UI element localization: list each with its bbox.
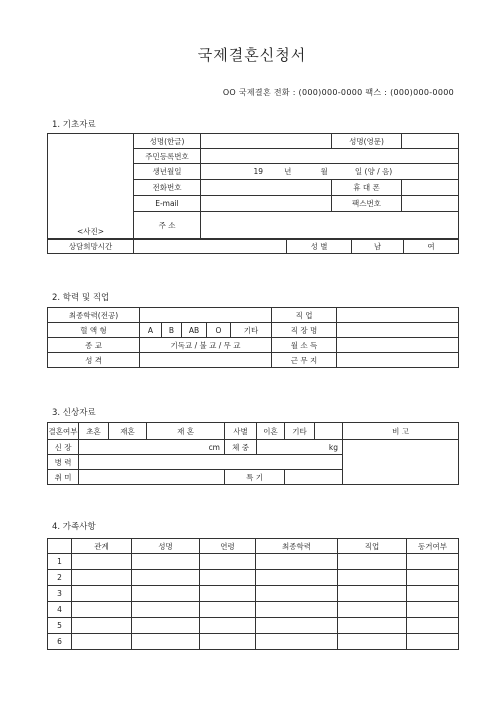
- contact-info: OO 국제결혼 전화 : (000)000-0000 팩스 : (000)000-0000: [222, 88, 454, 97]
- relation-cell[interactable]: [72, 634, 132, 650]
- age-cell[interactable]: [200, 570, 256, 586]
- disease-label: 병 력: [48, 455, 79, 470]
- marital-etc-field[interactable]: [315, 423, 343, 440]
- work-location-label: 근 무 지: [272, 353, 337, 368]
- blood-etc-option[interactable]: 기타: [231, 323, 272, 338]
- relation-cell[interactable]: [72, 554, 132, 570]
- disease-field[interactable]: [79, 455, 343, 470]
- gender-male-option[interactable]: 남: [352, 239, 404, 254]
- row-number: 6: [48, 634, 72, 650]
- special-label: 특 기: [225, 470, 285, 485]
- job-cell[interactable]: [338, 586, 407, 602]
- birth-label: 생년월일: [134, 164, 201, 180]
- cohabit-cell[interactable]: [407, 602, 459, 618]
- weight-label: 체 중: [225, 440, 257, 455]
- blood-a-option[interactable]: A: [140, 323, 162, 338]
- hobby-field[interactable]: [79, 470, 225, 485]
- consult-time-field[interactable]: [134, 239, 287, 254]
- workplace-label: 직 장 명: [272, 323, 337, 338]
- name-en-label: 성명(영문): [332, 134, 402, 149]
- table-row: [48, 618, 459, 634]
- name-cell[interactable]: [132, 570, 200, 586]
- photo-box[interactable]: [48, 134, 134, 240]
- personality-field[interactable]: [140, 353, 272, 368]
- cohabit-cell[interactable]: [407, 586, 459, 602]
- birth-year-prefix: 19: [253, 167, 263, 176]
- phone-label: 전화번호: [134, 180, 201, 196]
- birth-day-unit: 일 (양 / 음): [354, 167, 393, 176]
- section-3-heading: 3. 신상자료: [52, 408, 96, 418]
- fax-field[interactable]: [402, 196, 459, 212]
- religion-options[interactable]: 기독교 / 불 교 / 무 교: [140, 338, 272, 353]
- relation-cell[interactable]: [72, 602, 132, 618]
- name-cell[interactable]: [132, 586, 200, 602]
- email-field[interactable]: [201, 196, 332, 212]
- table-row: [48, 634, 459, 650]
- family-header-name: 성명: [132, 539, 200, 554]
- relation-cell[interactable]: [72, 618, 132, 634]
- cohabit-cell[interactable]: [407, 570, 459, 586]
- document-title: 국제결혼신청서: [197, 46, 307, 64]
- education-cell[interactable]: [256, 602, 338, 618]
- special-field[interactable]: [285, 470, 343, 485]
- cohabit-cell[interactable]: [407, 634, 459, 650]
- education-cell[interactable]: [256, 554, 338, 570]
- section-2-heading: 2. 학력 및 직업: [52, 293, 110, 303]
- table-row: [48, 586, 459, 602]
- bereaved-option[interactable]: 사별: [225, 423, 257, 440]
- family-header-cohabit: 동거여부: [407, 539, 459, 554]
- phone-field[interactable]: [201, 180, 332, 196]
- name-en-field[interactable]: [402, 134, 459, 149]
- relation-cell[interactable]: [72, 586, 132, 602]
- job-cell[interactable]: [338, 554, 407, 570]
- education-cell[interactable]: [256, 634, 338, 650]
- job-cell[interactable]: [338, 602, 407, 618]
- family-header-relation: 관계: [72, 539, 132, 554]
- consult-time-label: 상담희망시간: [48, 239, 134, 254]
- name-cell[interactable]: [132, 634, 200, 650]
- mobile-label: 휴 대 폰: [332, 180, 402, 196]
- consult-row-table: [47, 238, 459, 254]
- section-1-heading: 1. 기초자료: [52, 120, 96, 130]
- resident-no-label: 주민등록번호: [134, 149, 201, 164]
- table-row: [48, 554, 459, 570]
- family-index-header: [48, 539, 72, 554]
- education-cell[interactable]: [256, 618, 338, 634]
- gender-female-option[interactable]: 여: [404, 239, 459, 254]
- birth-field[interactable]: [201, 164, 459, 180]
- education-field[interactable]: [140, 308, 272, 323]
- job-cell[interactable]: [338, 618, 407, 634]
- education-cell[interactable]: [256, 586, 338, 602]
- photo-label: <사진>: [76, 227, 105, 236]
- remarriage-option[interactable]: 재혼: [109, 423, 147, 440]
- education-label: 최종학력(전공): [48, 308, 140, 323]
- family-header-job: 직업: [338, 539, 407, 554]
- age-cell[interactable]: [200, 634, 256, 650]
- height-unit: cm: [208, 442, 220, 452]
- weight-unit: kg: [328, 442, 338, 452]
- family-header-education: 최종학력: [256, 539, 338, 554]
- row-number: 2: [48, 570, 72, 586]
- basic-info-table: [47, 133, 459, 240]
- divorce-option[interactable]: 이혼: [257, 423, 285, 440]
- table-row: [48, 602, 459, 618]
- birth-year-unit: 년: [284, 167, 292, 176]
- row-number: 3: [48, 586, 72, 602]
- marital-etc-option[interactable]: 기타: [285, 423, 315, 440]
- row-number: 1: [48, 554, 72, 570]
- job-cell[interactable]: [338, 570, 407, 586]
- email-label: E-mail: [134, 196, 201, 212]
- blood-label: 혈 액 형: [48, 323, 140, 338]
- workplace-field[interactable]: [337, 323, 459, 338]
- first-marriage-option[interactable]: 초혼: [79, 423, 109, 440]
- blood-ab-option[interactable]: AB: [182, 323, 207, 338]
- cohabit-cell[interactable]: [407, 618, 459, 634]
- income-field[interactable]: [337, 338, 459, 353]
- cohabit-cell[interactable]: [407, 554, 459, 570]
- age-cell[interactable]: [200, 554, 256, 570]
- relation-cell[interactable]: [72, 570, 132, 586]
- fax-label: 팩스번호: [332, 196, 402, 212]
- mobile-field[interactable]: [402, 180, 459, 196]
- age-cell[interactable]: [200, 618, 256, 634]
- education-cell[interactable]: [256, 570, 338, 586]
- remarriage-reason-label: 재 혼: [147, 423, 225, 440]
- name-cell[interactable]: [132, 618, 200, 634]
- job-label: 직 업: [272, 308, 337, 323]
- blood-b-option[interactable]: B: [162, 323, 182, 338]
- name-cell[interactable]: [132, 602, 200, 618]
- height-label: 신 장: [48, 440, 79, 455]
- table-row: [48, 570, 459, 586]
- family-header-age: 연령: [200, 539, 256, 554]
- family-table: [47, 538, 459, 650]
- height-field[interactable]: [79, 440, 225, 455]
- name-kr-field[interactable]: [201, 134, 332, 149]
- section-4-heading: 4. 가족사항: [52, 522, 96, 532]
- name-cell[interactable]: [132, 554, 200, 570]
- job-cell[interactable]: [338, 634, 407, 650]
- work-location-field[interactable]: [337, 353, 459, 368]
- resident-no-field[interactable]: [201, 149, 459, 164]
- address-field[interactable]: [201, 212, 459, 240]
- birth-month-unit: 월: [320, 167, 328, 176]
- remarks-field[interactable]: [343, 440, 459, 485]
- marital-label: 결혼여부: [48, 423, 79, 440]
- remarks-label: 비 고: [343, 423, 459, 440]
- row-number: 5: [48, 618, 72, 634]
- blood-o-option[interactable]: O: [207, 323, 231, 338]
- education-job-table: [47, 307, 459, 368]
- row-number: 4: [48, 602, 72, 618]
- personal-info-table: [47, 422, 459, 485]
- weight-field[interactable]: [257, 440, 343, 455]
- name-kr-label: 성명(한글): [134, 134, 201, 149]
- income-label: 월 소 득: [272, 338, 337, 353]
- address-label: 주 소: [134, 212, 201, 240]
- job-field[interactable]: [337, 308, 459, 323]
- gender-label: 성 별: [287, 239, 352, 254]
- personality-label: 성 격: [48, 353, 140, 368]
- age-cell[interactable]: [200, 602, 256, 618]
- hobby-label: 취 미: [48, 470, 79, 485]
- age-cell[interactable]: [200, 586, 256, 602]
- religion-label: 종 교: [48, 338, 140, 353]
